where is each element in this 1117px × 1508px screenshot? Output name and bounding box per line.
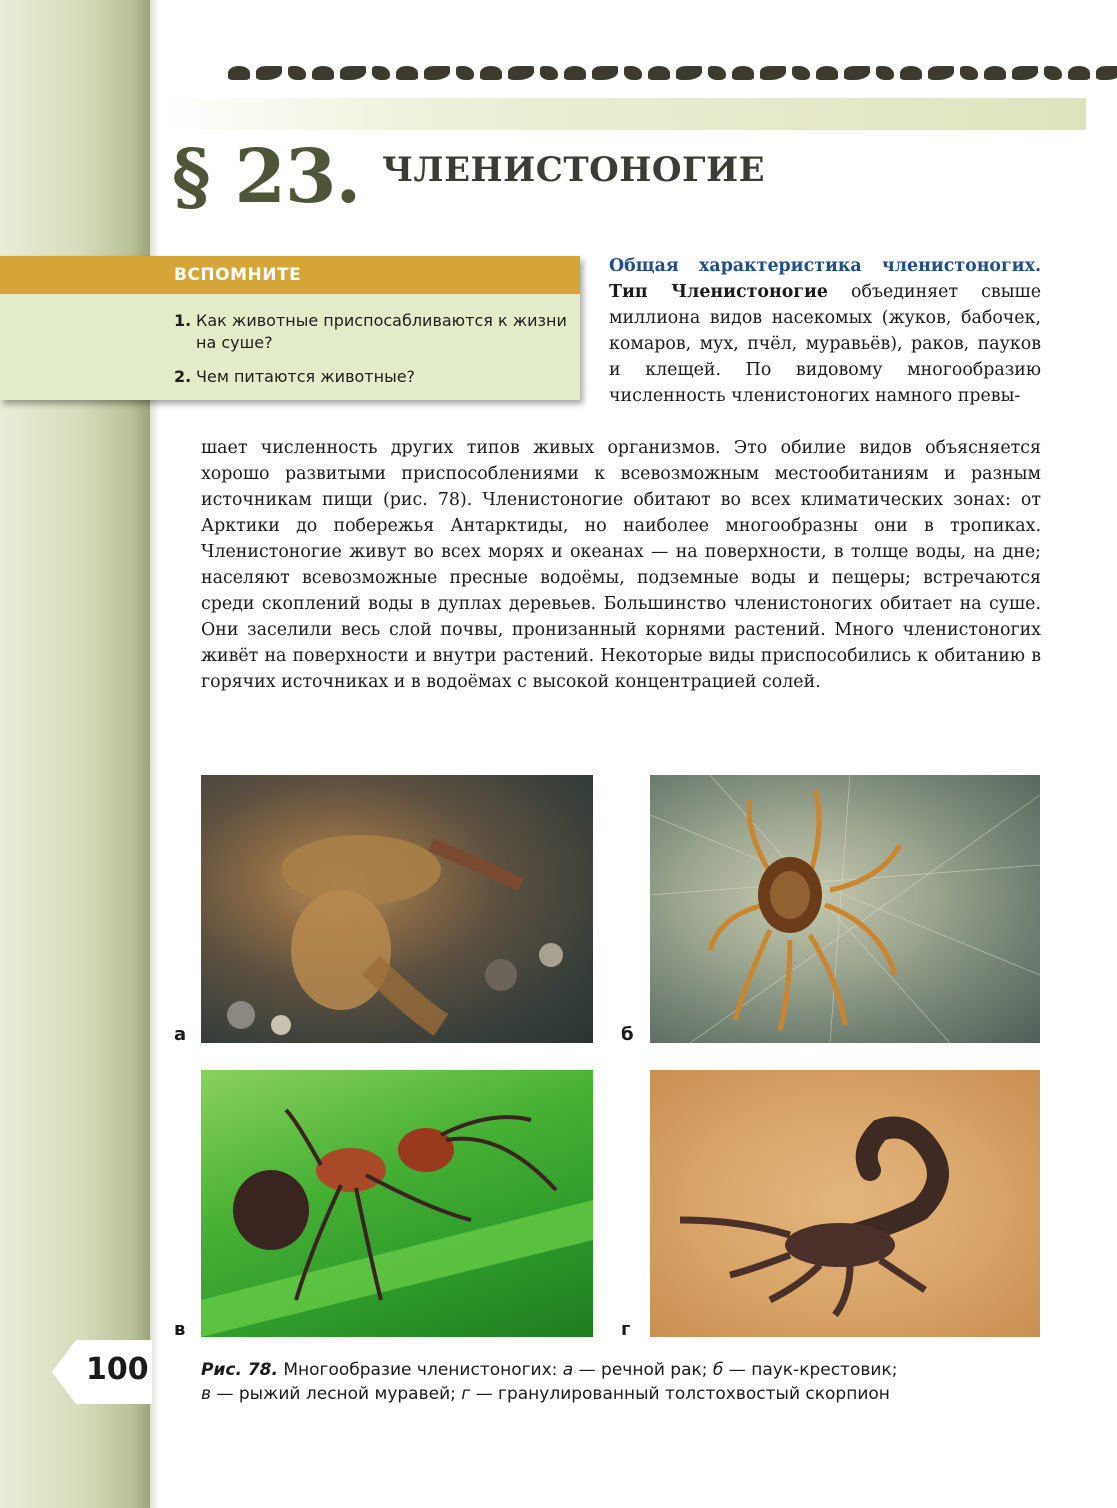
remember-item	[174, 366, 586, 388]
figure-caption	[201, 1358, 1041, 1406]
intro-term: Тип Членистоногие	[609, 282, 828, 302]
remember-item-text: Чем питаются животные?	[196, 367, 416, 386]
remember-box	[0, 256, 580, 400]
figure-label-d: г	[621, 1319, 631, 1340]
figure-label-c: в	[174, 1319, 186, 1340]
caption-letter: в	[201, 1384, 212, 1404]
caption-letter: г	[461, 1384, 471, 1404]
remember-item-text: Как животные приспосабливаются к жизни на суше?	[196, 311, 567, 352]
photo-scorpion	[650, 1070, 1040, 1337]
section-number: § 23.	[172, 134, 361, 220]
remember-item	[174, 310, 586, 354]
remember-item-number: 2.	[174, 367, 192, 386]
remember-item-number: 1.	[174, 311, 192, 330]
remember-heading: ВСПОМНИТЕ	[0, 256, 580, 294]
intro-paragraph	[609, 253, 1041, 409]
caption-letter: б	[712, 1360, 724, 1380]
caption-item-text: — рыжий лесной муравей;	[216, 1384, 456, 1404]
left-decorative-band	[0, 0, 150, 1508]
animal-silhouettes-strip	[228, 66, 1117, 80]
caption-item-text: — паук-крестовик;	[728, 1360, 898, 1380]
caption-letter: а	[562, 1360, 574, 1380]
caption-main: Многообразие членистоногих:	[283, 1360, 558, 1380]
band-shadow	[150, 0, 160, 1508]
figure-label-b: б	[621, 1024, 634, 1045]
intro-subheading: Общая характеристика членистоногих.	[609, 256, 1041, 276]
figure-label-a: а	[174, 1024, 187, 1045]
page-number: 100	[86, 1352, 149, 1387]
caption-item-text: — речной рак;	[578, 1360, 708, 1380]
main-paragraph: шает численность других типов живых организмов. Это обилие видов объясняется хорошо развитыми приспособлениями к всевозможным местообитаниям и разным источникам пищи (рис. 78). Членистоногие обитают во всех климатических зонах: от Арктики до побережья Антарктиды, но наиболее многообразны они в тропиках. Членистоногие живут во всех морях и океанах — на поверхности, в толще воды, на дне; населяют всевозможные пресные водоёмы, подземные воды и пещеры; встречаются среди скоплений воды в дуплах деревьев. Большинство членистоногих обитает на суше. Они заселили весь слой почвы, пронизанный корнями растений. Много членистоногих живёт на поверхности и внутри растений. Некоторые виды приспособились к обитанию в горячих источниках и в водоёмах с высокой концентрацией солей.	[201, 438, 1041, 692]
photo-spider	[650, 775, 1040, 1043]
photo-crayfish	[201, 775, 593, 1043]
header-bar	[160, 98, 1086, 130]
section-title: ЧЛЕНИСТОНОГИЕ	[382, 150, 766, 190]
photo-ant	[201, 1070, 593, 1337]
caption-ref: Рис. 78.	[201, 1360, 278, 1380]
intro-text: объединяет свыше миллиона видов насекомых (жуков, бабочек, комаров, мух, пчёл, муравьёв), раков, пауков и клещей. По видовому многообразию численность членистоногих намного превы-	[609, 282, 1041, 406]
caption-item-text: — гранулированный толстохвостый скорпион	[475, 1384, 890, 1404]
